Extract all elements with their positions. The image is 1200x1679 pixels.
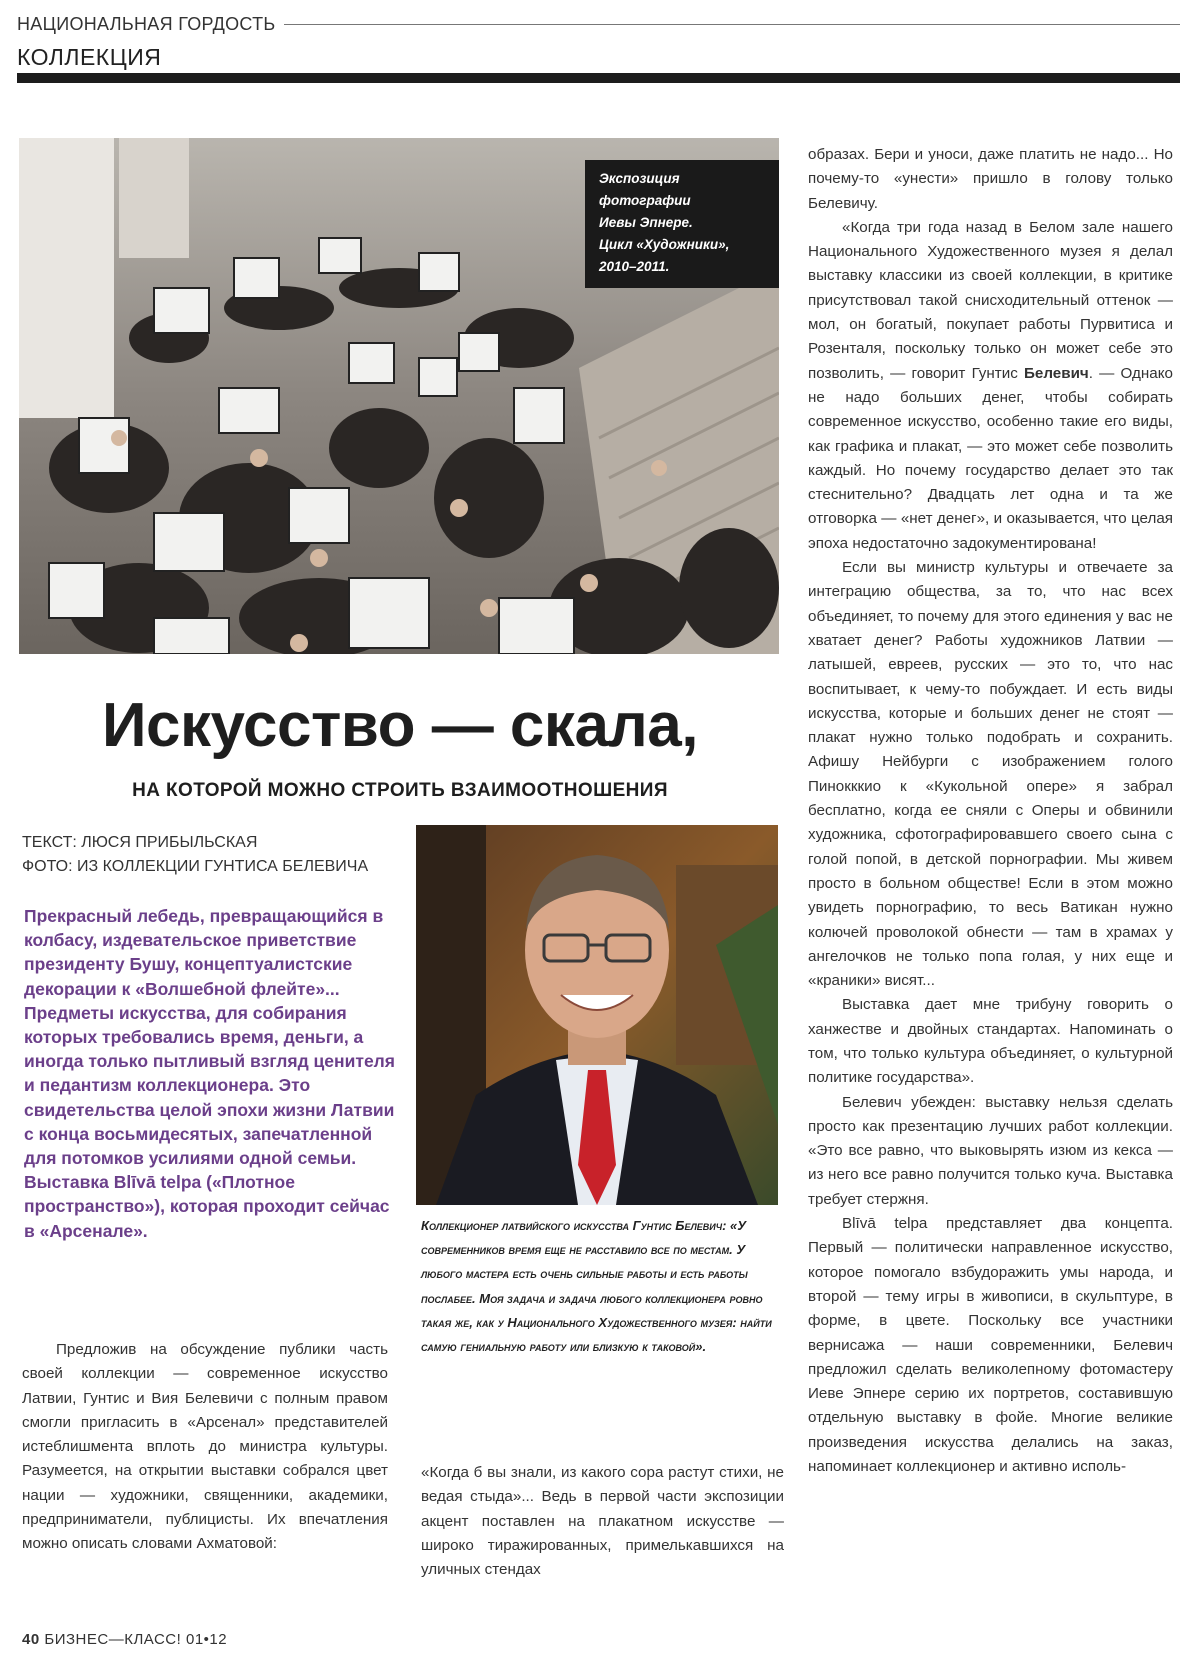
credit-text: ТЕКСТ: ЛЮСЯ ПРИБЫЛЬСКАЯ (22, 834, 258, 851)
caption-line: Цикл «Художники», (599, 237, 730, 252)
credit-photo: ФОТО: ИЗ КОЛЛЕКЦИИ ГУНТИСА БЕЛЕВИЧА (22, 858, 369, 875)
column-1-body (22, 1338, 388, 1557)
portrait-caption: Коллекционер латвийского искусства Гунтис Белевич: «У современников время еще не расставило все по местам. У любого мастера есть очень сильные работы и есть работы послабее. Моя задача и задача любого коллекционера ровно такая же, как у Национального Художественного музея: найти самую гениальную работу или близкую к таковой». (421, 1218, 772, 1355)
paragraph-quote (808, 216, 1173, 556)
column-3-body (808, 143, 1173, 1479)
exhibition-photo (19, 138, 779, 654)
section-label: НАЦИОНАЛЬНАЯ ГОРДОСТЬ (17, 14, 276, 34)
page-number: 40 (22, 1631, 40, 1648)
article-title: Искусство — скала, (101, 691, 699, 760)
paragraph: Blīvā telpa представляет два концепта. Первый — политически направленное искусство, которое помогало взбудоражить умы народа, и второй — тему игры в живописи, в скульптуре, в форме, в цвете. Поскольку все участники вернисажа — наши современники, Белевич предложил сделать великолепному фотомастеру Иеве Эпнере серию их портретов, составившую отдельную выставку в фойе. Многие великие произведения искусства делались на заказ, напоминает коллекционер и активно исполь- (808, 1215, 1173, 1476)
paragraph: образах. Бери и уноси, даже платить не надо... Но почему-то «унести» пришло в голову только Белевичу. (808, 146, 1173, 212)
photo-caption (585, 160, 779, 288)
caption-line: фотографии (599, 193, 691, 208)
magazine-name: БИЗНЕС—КЛАСС! 01•12 (44, 1631, 228, 1648)
text-fragment: . — Однако не надо больших денег, чтобы собирать современное искусство, особенно такие его виды, как графика и плакат, — это может себе позволить каждый. Но почему государство делает это так стеснительно? Двадцать лет одна и та же отговорка — «нет денег», и оказывается, что целая эпоха недостаточно задокументирована! (808, 364, 1173, 552)
page-footer (22, 1631, 227, 1648)
caption-line: 2010–2011. (599, 259, 670, 274)
header-bar (17, 73, 1180, 83)
caption-line: Иевы Эпнере. (599, 215, 693, 230)
article-lead: Прекрасный лебедь, превращающийся в колбасу, издевательское приветствие президенту Бушу, концептуалистские декорации к «Волшебной флейте»... Предметы искусства, для собирания которых требовались время, деньги, а иногда только пытливый взгляд ценителя и педантизм коллекционера. Это свидетельства целой эпохи жизни Латвии с конца восьмидесятых, запечатленной для потомков усилиями одной семьи. Выставка Blīvā telpa («Плотное пространство»), которая проходит сейчас в «Арсенале». (24, 906, 396, 1241)
paragraph: Предложив на обсуждение публики часть своей коллекции — современное искусство Латвии, Гунтис и Вия Белевичи с полным правом смогли пригласить в «Арсенал» представителей истеблишмента вплоть до министра культуры. Разумеется, на открытии выставки собрался цвет нации — художники, священники, академики, предприниматели, публицисты. Их впечатления можно описать словами Ахматовой: (22, 1341, 388, 1553)
caption-line: Экспозиция (599, 171, 680, 186)
paragraph: Белевич убежден: выставку нельзя сделать просто как презентацию лучших работ коллекции. «Это все равно, что выковырять изюм из кекса — из него все равно получится только куча. Выставка требует стержня. (808, 1093, 1173, 1208)
collector-portrait-image (416, 825, 778, 1205)
paragraph: Если вы министр культуры и отвечаете за интеграцию общества, за то, что нас всех объединяет, то почему для этого единения у вас не хватает денег? Работы художников Латвии — латышей, евреев, русских — это то, что нас воспитывает, к чему-то побуждает. И есть виды искусства, которые и больших денег не стоят — плакат нужно только подобрать и сохранить. Афишу Нейбурги с изображением голого Пинокккио к «Кукольной опере» я забрал бесплатно, когда ее сняли с Оперы и обвинили художника, сфотографировавшего своего сына с голой попой, в детской порнографии. Мы живем просто в больном обществе! Если в этом можно увидеть порнографию, то весь Ватикан нужно колючей проволокой обнести — там в храмах у ангелочков не только попа голая, у них еще и «краники» висят... (808, 559, 1173, 990)
text-fragment: «Когда три года назад в Белом зале нашего Национального Художественного музея я делал выставку классики из своей коллекции, в критике присутствовал такой снисходительный оттенок — мол, он богатый, покупает работы Пурвитиса и Розенталя, поскольку только он может себе это позволить, — говорит Гунтис (808, 218, 1173, 382)
speaker-name: Белевич (1024, 364, 1089, 382)
subsection-label: КОЛЛЕКЦИЯ (17, 44, 162, 70)
column-2-body (421, 1461, 784, 1582)
collector-portrait (416, 825, 778, 1205)
article-subtitle: НА КОТОРОЙ МОЖНО СТРОИТЬ ВЗАИМООТНОШЕНИЯ (132, 780, 668, 801)
paragraph: «Когда б вы знали, из какого сора растут стихи, не ведая стыда»... Ведь в первой части экспозиции акцент поставлен на плакатном искусстве — широко тиражированных, примелькавшихся на уличных стендах (421, 1464, 784, 1579)
paragraph: Выставка дает мне трибуну говорить о ханжестве и двойных стандартах. Напоминать о том, что только культура объединяет, о культурной политике государства». (808, 996, 1173, 1087)
section-rule (284, 24, 1180, 25)
article-credits (22, 831, 368, 879)
